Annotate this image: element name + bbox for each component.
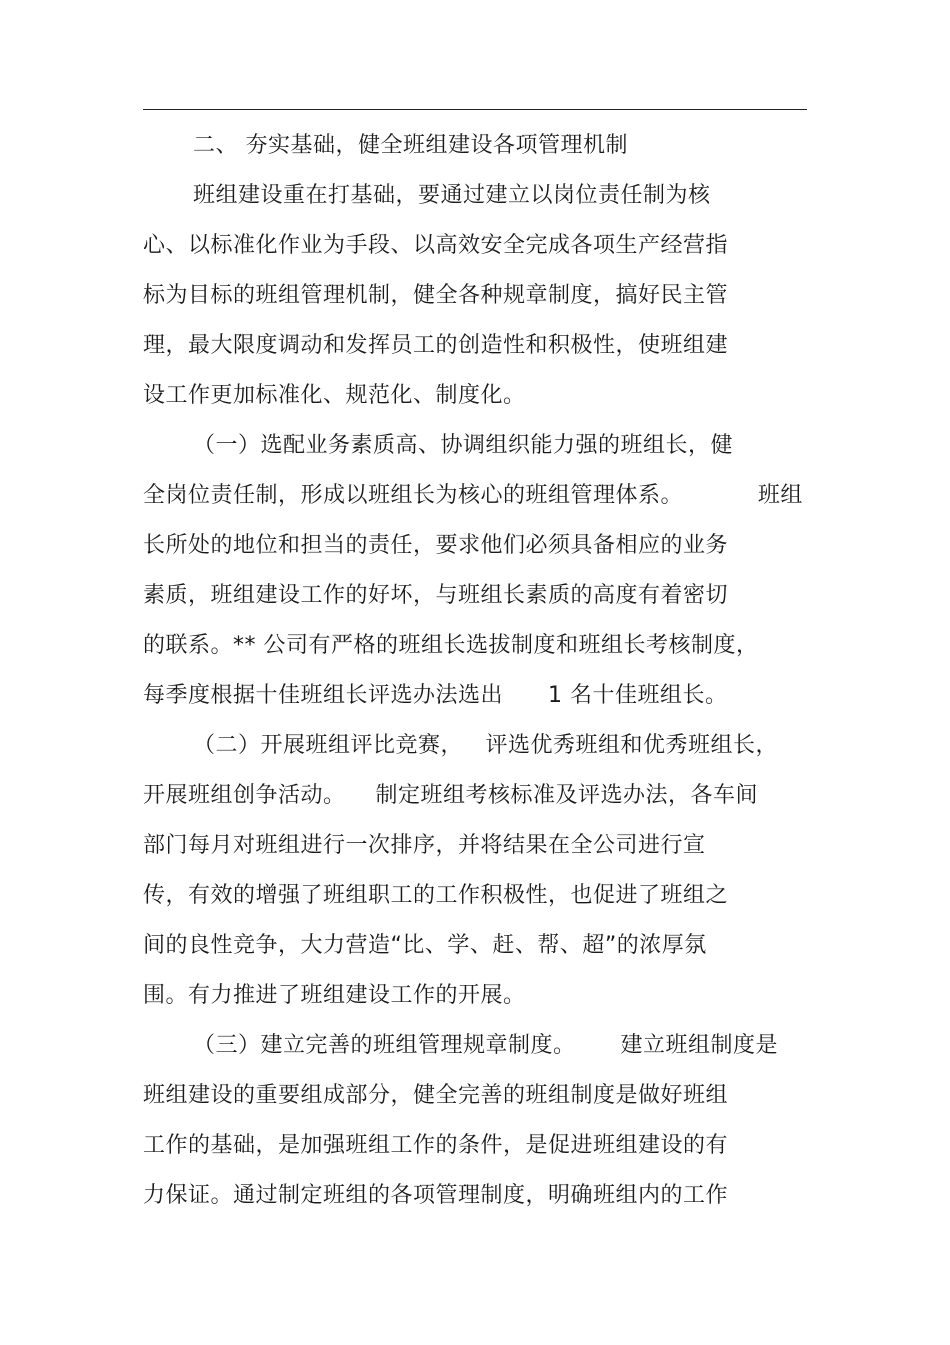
paragraph-line: 的联系。** 公司有严格的班组长选拔制度和班组长考核制度， [143,633,759,658]
paragraph-line: 素质，班组建设工作的好坏，与班组长素质的高度有着密切 [143,583,729,608]
paragraph-line: 心、以标准化作业为手段、以高效安全完成各项生产经营指 [143,233,729,258]
paragraph-line: （一）选配业务素质高、协调组织能力强的班组长，健 [193,433,734,458]
paragraph-line: 班组建设重在打基础，要通过建立以岗位责任制为核 [193,183,711,208]
paragraph-line: 工作的基础，是加强班组工作的条件，是促进班组建设的有 [143,1133,729,1158]
paragraph-line: 理，最大限度调动和发挥员工的创造性和积极性，使班组建 [143,333,729,358]
paragraph-line: 设工作更加标准化、规范化、制度化。 [143,383,526,408]
paragraph-line: 力保证。通过制定班组的各项管理制度，明确班组内的工作 [143,1183,729,1208]
paragraph-line: 开展班组创争活动。 制定班组考核标准及评选办法，各车间 [143,783,758,808]
paragraph-line: 全岗位责任制，形成以班组长为核心的班组管理体系。 班组 [143,483,803,508]
paragraph-line: 围。有力推进了班组建设工作的开展。 [143,983,526,1008]
paragraph-line: 部门每月对班组进行一次排序，并将结果在全公司进行宣 [143,833,706,858]
paragraph-line: （三）建立完善的班组管理规章制度。 建立班组制度是 [193,1033,778,1058]
header-rule [143,109,807,110]
paragraph-line: 间的良性竞争，大力营造“比、学、赶、帮、超”的浓厚氛 [143,933,707,958]
paragraph-line: 班组建设的重要组成部分，健全完善的班组制度是做好班组 [143,1083,729,1108]
paragraph-line: 每季度根据十佳班组长评选办法选出 1 名十佳班组长。 [143,683,728,708]
section-heading: 二、 夯实基础，健全班组建设各项管理机制 [193,133,628,158]
paragraph-line: （二）开展班组评比竞赛， 评选优秀班组和优秀班组长， [193,733,778,758]
paragraph-line: 长所处的地位和担当的责任，要求他们必须具备相应的业务 [143,533,729,558]
paragraph-line: 标为目标的班组管理机制，健全各种规章制度，搞好民主管 [143,283,729,308]
paragraph-line: 传，有效的增强了班组职工的工作积极性，也促进了班组之 [143,883,729,908]
